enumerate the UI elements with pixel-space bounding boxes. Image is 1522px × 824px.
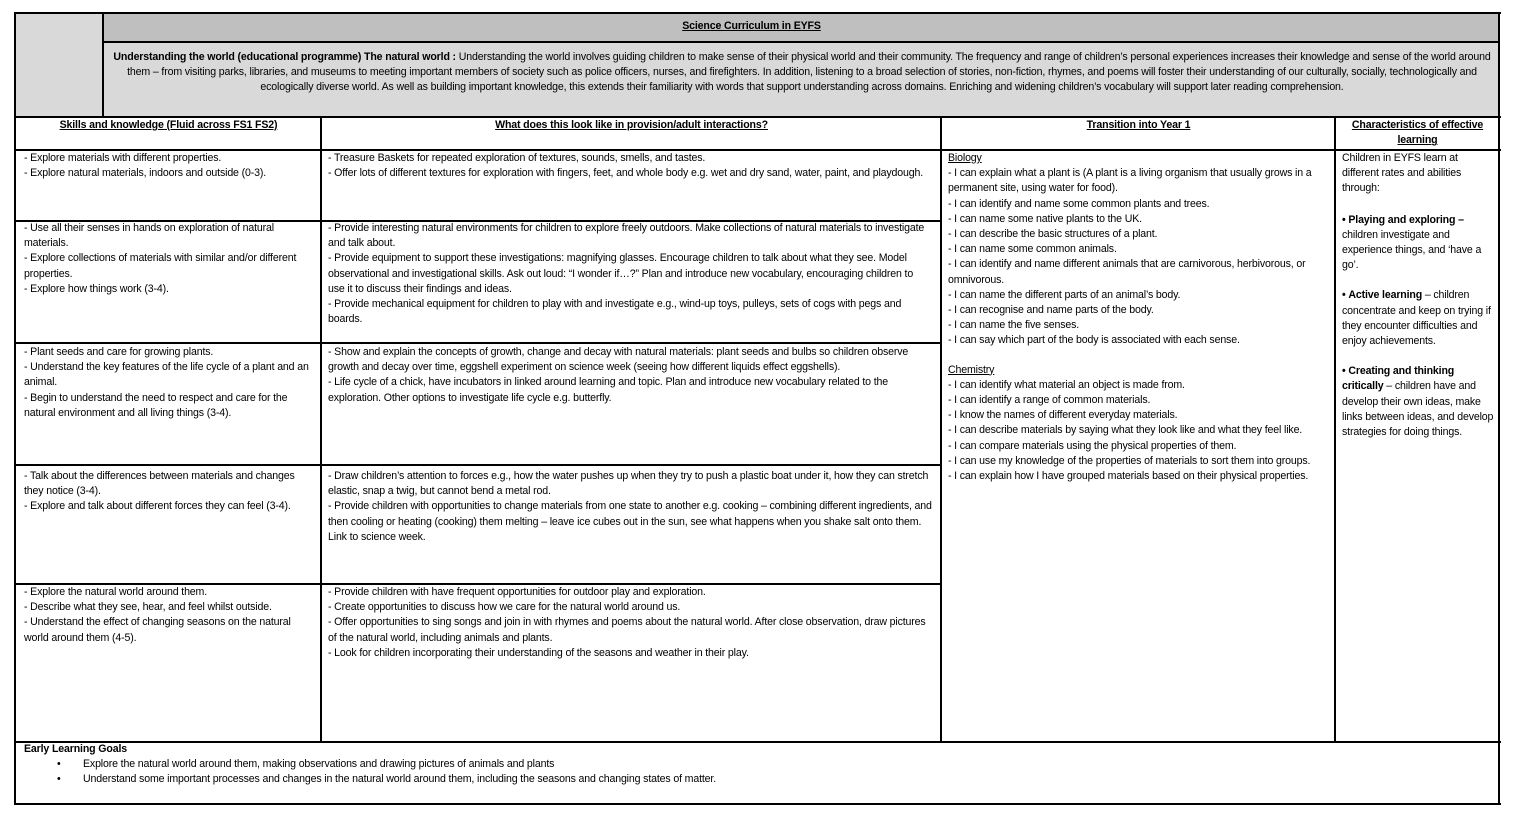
skills-item: - Explore how things work (3-4). bbox=[24, 282, 169, 295]
characteristics-item-text: – children have and develop their own ideas, make links between ideas, and develop strategies for doing things. bbox=[1342, 380, 1494, 439]
column-header-transition: Transition into Year 1 bbox=[1086, 119, 1191, 131]
biology-heading: Biology bbox=[948, 152, 982, 164]
skills-item: - Explore the natural world around them. bbox=[24, 586, 208, 598]
column-header-skills: Skills and knowledge (Fluid across FS1 FS2) bbox=[59, 119, 278, 131]
provision-cell-3 bbox=[324, 345, 936, 406]
transition-cell bbox=[944, 151, 1332, 484]
border-left bbox=[14, 12, 16, 805]
biology-item: - I can name the five senses. bbox=[948, 319, 1080, 332]
column-header-characteristics: Characteristics of effective learning bbox=[1351, 119, 1484, 147]
characteristics-cell bbox=[1338, 151, 1498, 440]
divider-title bbox=[102, 41, 1500, 43]
biology-item: - I can name some common animals. bbox=[948, 243, 1117, 256]
skills-item: - Begin to understand the need to respect and care for the natural environment and all living things (3-4). bbox=[24, 391, 288, 419]
divider-column-headers bbox=[14, 149, 1501, 151]
biology-item: - I can identify and name some common plants and trees. bbox=[948, 197, 1210, 210]
characteristics-item-title: Playing and exploring – bbox=[1348, 213, 1464, 226]
skills-item: - Explore and talk about different forces they can feel (3-4). bbox=[24, 500, 291, 513]
biology-item: - I can say which part of the body is associated with each sense. bbox=[948, 334, 1240, 347]
characteristics-item bbox=[1342, 213, 1494, 274]
skills-item: - Explore collections of materials with similar and/or different properties. bbox=[24, 252, 297, 280]
divider-row-1 bbox=[14, 220, 942, 222]
page-title: Science Curriculum in EYFS bbox=[682, 20, 821, 32]
provision-item: - Treasure Baskets for repeated exploration of textures, sounds, smells, and tastes. bbox=[328, 152, 706, 164]
divider-col-1 bbox=[320, 116, 322, 743]
skills-cell-5 bbox=[20, 585, 320, 646]
skills-item: - Understand the effect of changing seasons on the natural world around them (4-5). bbox=[24, 616, 291, 644]
intro-paragraph bbox=[108, 50, 1496, 96]
biology-item: - I can recognise and name parts of the body. bbox=[948, 304, 1154, 317]
biology-item: - I can explain what a plant is (A plant is a living organism that usually grows in a permanent site, using water for food). bbox=[948, 167, 1312, 195]
provision-cell-2 bbox=[324, 221, 936, 327]
early-learning-goals-list bbox=[24, 757, 1491, 787]
provision-item: - Offer lots of different textures for exploration with fingers, feet, and whole body e.g. wet and dry sand, water, paint, and playdough. bbox=[328, 167, 924, 180]
skills-item: - Explore materials with different properties. bbox=[24, 152, 222, 164]
divider-early-learning-goals bbox=[14, 741, 1501, 743]
divider-col-2 bbox=[940, 116, 942, 743]
chemistry-item: - I can use my knowledge of the properties of materials to sort them into groups. bbox=[948, 454, 1311, 467]
biology-item: - I can describe the basic structures of a plant. bbox=[948, 228, 1158, 241]
provision-item: - Create opportunities to discuss how we care for the natural world around us. bbox=[328, 601, 681, 614]
skills-item: - Plant seeds and care for growing plants. bbox=[24, 346, 214, 358]
early-learning-goals bbox=[20, 742, 1495, 788]
characteristics-item bbox=[1342, 288, 1494, 349]
provision-item: - Draw children’s attention to forces e.g., how the water pushes up when they try to push a plastic boat under it, how they can stretch elastic, snap a twig, but cannot bend a metal rod. bbox=[328, 470, 929, 498]
provision-item: - Provide interesting natural environments for children to explore freely outdoors. Make collections of natural materials to investigate and talk about. bbox=[328, 222, 925, 250]
characteristics-item-text: – children concentrate and keep on trying if they encounter difficulties and enjoy achievements. bbox=[1342, 289, 1491, 348]
characteristics-item-title: Creating and thinking critically bbox=[1342, 365, 1455, 393]
divider-row-3 bbox=[14, 464, 942, 466]
early-learning-goals-heading: Early Learning Goals bbox=[24, 743, 127, 755]
skills-item: - Explore natural materials, indoors and outside (0-3). bbox=[24, 167, 267, 180]
chemistry-heading: Chemistry bbox=[948, 363, 995, 376]
characteristics-item bbox=[1342, 364, 1494, 440]
characteristics-item-title: Active learning bbox=[1348, 289, 1423, 302]
bullet-icon: • bbox=[1342, 213, 1346, 226]
provision-item: - Provide mechanical equipment for children to play with and investigate e.g., wind-up toys, pulleys, sets of cogs with pegs and boards. bbox=[328, 298, 902, 326]
biology-item: - I can identify and name different animals that are carnivorous, herbivorous, or omnivorous. bbox=[948, 258, 1306, 286]
skills-item: - Describe what they see, hear, and feel whilst outside. bbox=[24, 601, 272, 614]
chemistry-item: - I can explain how I have grouped materials based on their physical properties. bbox=[948, 470, 1309, 483]
early-learning-goal-item: • Explore the natural world around them, making observations and drawing pictures of animals and plants bbox=[24, 757, 1491, 772]
skills-cell-4 bbox=[20, 469, 320, 515]
column-header-provision: What does this look like in provision/adult interactions? bbox=[495, 119, 768, 131]
provision-cell-5 bbox=[324, 585, 936, 661]
skills-cell-1 bbox=[20, 151, 320, 181]
chemistry-item: - I know the names of different everyday materials. bbox=[948, 409, 1178, 422]
skills-cell-2 bbox=[20, 221, 320, 297]
provision-item: - Look for children incorporating their understanding of the seasons and weather in their play. bbox=[328, 646, 749, 659]
divider-row-2 bbox=[14, 342, 942, 344]
divider-corner bbox=[102, 12, 104, 117]
biology-item: - I can name some native plants to the UK. bbox=[948, 212, 1142, 225]
chemistry-item: - I can describe materials by saying what they look like and what they feel like. bbox=[948, 424, 1303, 437]
early-learning-goal-item: • Understand some important processes and changes in the natural world around them, including the seasons and changing states of matter. bbox=[24, 772, 1491, 787]
skills-item: - Use all their senses in hands on exploration of natural materials. bbox=[24, 222, 274, 250]
provision-cell-4 bbox=[324, 469, 936, 545]
chemistry-item: - I can compare materials using the physical properties of them. bbox=[948, 439, 1237, 452]
intro-bold-lead: Understanding the world (educational programme) The natural world : bbox=[113, 51, 456, 63]
skills-cell-3 bbox=[20, 345, 320, 421]
chemistry-item: - I can identify what material an object is made from. bbox=[948, 378, 1185, 391]
biology-item: - I can name the different parts of an animal’s body. bbox=[948, 288, 1181, 301]
provision-cell-1 bbox=[324, 151, 936, 181]
characteristics-item-text: children investigate and experience things, and ‘have a go’. bbox=[1342, 228, 1482, 272]
provision-item: - Provide children with have frequent opportunities for outdoor play and exploration. bbox=[328, 586, 706, 598]
bullet-icon: • bbox=[1342, 365, 1346, 378]
border-top bbox=[14, 12, 1501, 14]
intro-text: Understanding the world involves guiding children to make sense of their physical world and their community. The frequency and range of children’s personal experiences increases their knowledge and sense of the world around them – from visiting parks, libraries, and museums to meeting important members of society such as police officers, nurses, and firefighters. In addition, listening to a broad selection of stories, non-fiction, rhymes, and poems will foster their understanding of our culturally, socially, technologically and ecologically diverse world. As well as building important knowledge, this extends their familiarity with words that support understanding across domains. Enriching and widening children’s vocabulary will support later reading comprehension. bbox=[127, 51, 1491, 94]
provision-item: - Provide equipment to support these investigations: magnifying glasses. Encourage children to talk about what they see. Model observational and investigational skills. Ask out loud: “I wonder if…?” Plan and introduce new vocabulary, encouraging children to use it to discuss their findings and ideas. bbox=[328, 252, 914, 295]
skills-item: - Talk about the differences between materials and changes they notice (3-4). bbox=[24, 470, 295, 498]
characteristics-intro: Children in EYFS learn at different rates and abilities through: bbox=[1342, 152, 1462, 195]
bullet-icon: • bbox=[1342, 289, 1346, 302]
chemistry-item: - I can identify a range of common materials. bbox=[948, 394, 1151, 407]
border-right bbox=[1498, 12, 1500, 805]
provision-item: - Show and explain the concepts of growth, change and decay with natural materials: plant seeds and bulbs so children observe growth and decay over time, eggshell experiment on science week (seeing how different liquids effect eggshells). bbox=[328, 346, 909, 374]
divider-intro bbox=[14, 116, 1501, 118]
provision-item: - Offer opportunities to sing songs and join in with rhymes and poems about the natural world. After close observation, draw pictures of the natural world, including animals and plants. bbox=[328, 616, 926, 644]
divider-row-4 bbox=[14, 583, 942, 585]
skills-item: - Understand the key features of the life cycle of a plant and an animal. bbox=[24, 361, 309, 389]
border-bottom bbox=[14, 803, 1501, 805]
divider-col-3 bbox=[1334, 116, 1336, 743]
provision-item: - Provide children with opportunities to change materials from one state to another e.g. cooking – combining different ingredients, and then cooling or heating (cooking) them melting – leave ice cubes out in the sun, see what happens when you shake salt onto them. Link to science week. bbox=[328, 500, 932, 543]
provision-item: - Life cycle of a chick, have incubators in linked around learning and topic. Plan and introduce new vocabulary related to the exploration. Other options to investigate life cycle e.g. butterfly. bbox=[328, 376, 888, 404]
